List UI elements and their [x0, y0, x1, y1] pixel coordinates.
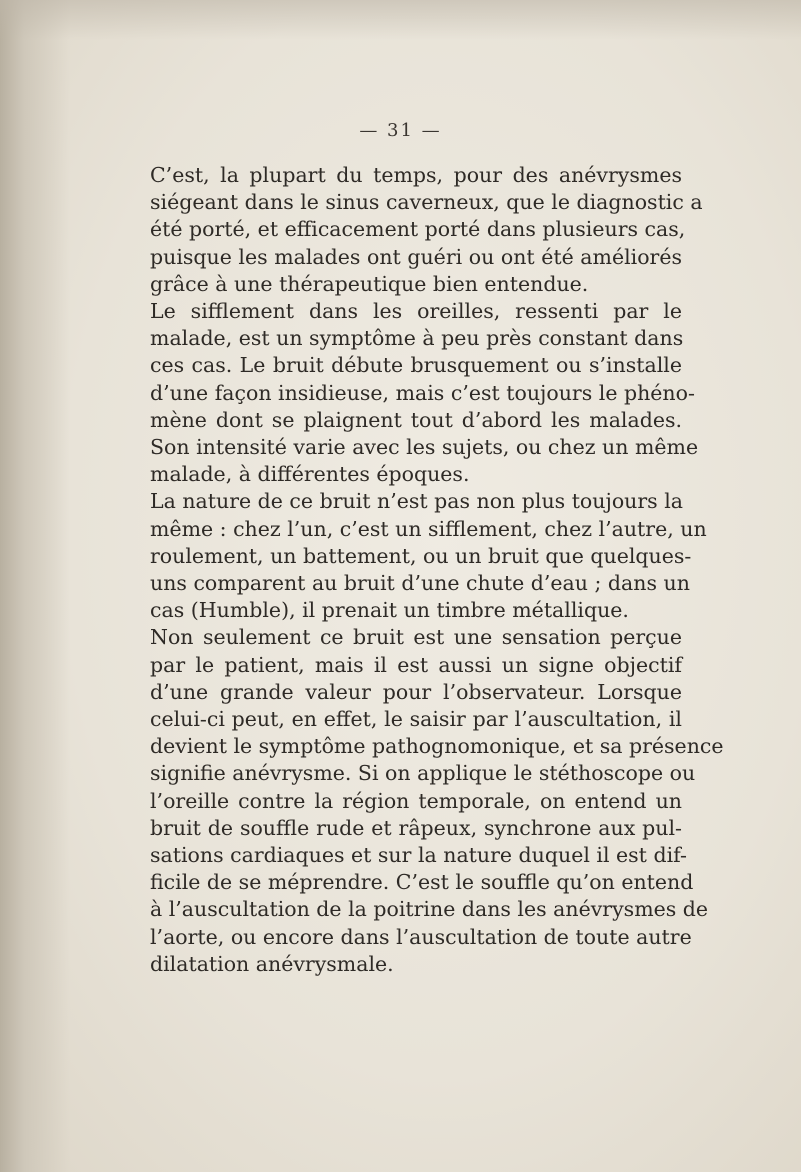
text-line: dilatation anévrysmale.: [150, 951, 394, 976]
text-line: l’aorte, ou encore dans l’auscultation de toute autre: [150, 924, 692, 949]
binding-shadow: [0, 0, 70, 1172]
paragraph: [150, 488, 707, 624]
text-line: Non seulement ce bruit est une sensation perçue: [150, 625, 682, 650]
body-text: [150, 162, 724, 978]
paragraph: [150, 298, 699, 488]
text-line: devient le symptôme pathognomonique, et sa présence: [150, 734, 724, 759]
text-line: grâce à une thérapeutique bien entendue.: [150, 271, 589, 296]
text-line: été porté, et efficacement porté dans plusieurs cas,: [150, 217, 686, 242]
text-line: à l’auscultation de la poitrine dans les anévrysmes de: [150, 897, 709, 922]
text-line: ces cas. Le bruit débute brusquement ou s’installe: [150, 353, 682, 378]
text-line: ficile de se méprendre. C’est le souffle qu’on entend: [150, 870, 694, 895]
text-line: Le sifflement dans les oreilles, ressenti par le: [150, 299, 682, 324]
text-line: même : chez l’un, c’est un sifflement, chez l’autre, un: [150, 516, 707, 541]
text-line: puisque les malades ont guéri ou ont été améliorés: [150, 244, 682, 269]
text-line: malade, est un symptôme à peu près constant dans: [150, 326, 684, 351]
top-edge-shadow: [0, 0, 801, 40]
text-line: siégeant dans le sinus caverneux, que le diagnostic a: [150, 190, 703, 215]
text-line: malade, à différentes époques.: [150, 462, 470, 487]
text-line: C’est, la plupart du temps, pour des anévrysmes: [150, 163, 682, 187]
text-line: La nature de ce bruit n’est pas non plus toujours la: [150, 489, 683, 514]
paragraph: [150, 162, 703, 298]
text-line: mène dont se plaignent tout d’abord les malades.: [150, 407, 682, 432]
text-line: signifie anévrysme. Si on applique le stéthoscope ou: [150, 761, 696, 786]
text-line: roulement, un battement, ou un bruit que quelques-: [150, 543, 692, 568]
page-number: — 31 —: [359, 120, 442, 141]
text-line: Son intensité varie avec les sujets, ou chez un même: [150, 435, 699, 460]
text-line: bruit de souffle rude et râpeux, synchrone aux pul-: [150, 815, 682, 840]
text-line: par le patient, mais il est aussi un signe objectif: [150, 652, 682, 677]
text-line: l’oreille contre la région temporale, on entend un: [150, 788, 682, 813]
text-line: sations cardiaques et sur la nature duquel il est dif-: [150, 843, 687, 868]
text-line: d’une grande valeur pour l’observateur. Lorsque: [150, 679, 682, 704]
text-line: celui-ci peut, en effet, le saisir par l’auscultation, il: [150, 707, 682, 732]
paragraph: [150, 624, 724, 978]
text-line: cas (Humble), il prenait un timbre métallique.: [150, 598, 629, 623]
text-line: d’une façon insidieuse, mais c’est toujours le phéno-: [150, 380, 695, 405]
text-line: uns comparent au bruit d’une chute d’eau ; dans un: [150, 571, 690, 596]
